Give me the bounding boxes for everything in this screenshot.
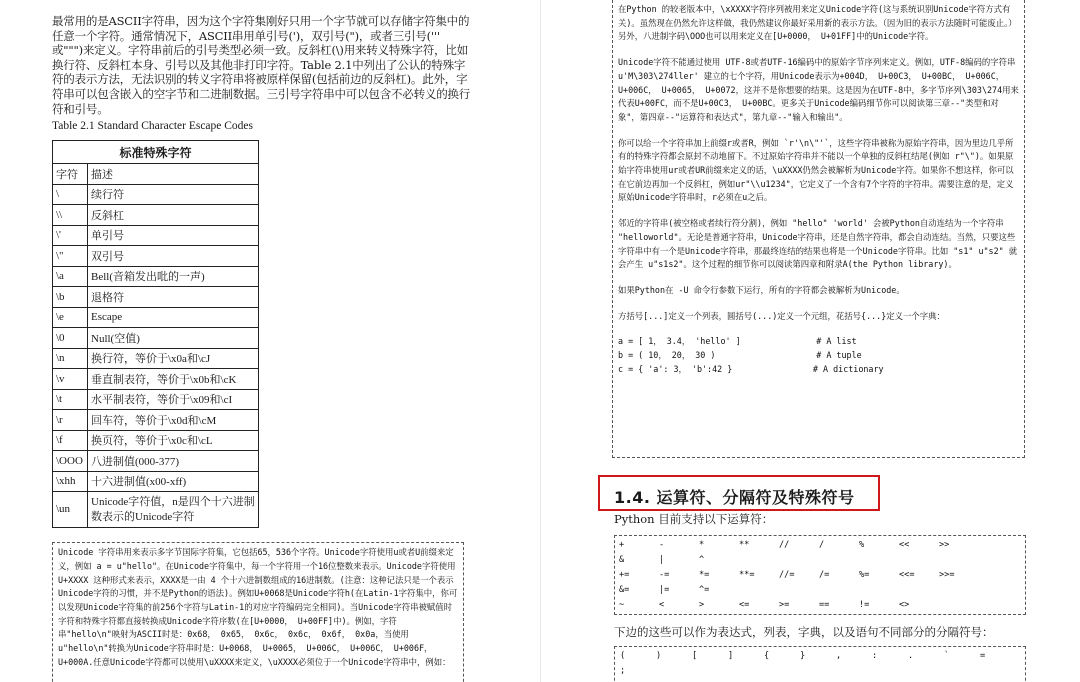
operator: [739, 584, 779, 599]
operator: [939, 554, 979, 569]
operator: ^=: [699, 585, 710, 595]
escape-code: \OOO: [53, 451, 88, 472]
table-row: [53, 451, 259, 472]
operator: |: [659, 555, 665, 565]
operator: &: [619, 555, 625, 565]
continuation-box: [612, 0, 1025, 458]
escape-description: Null(空值): [88, 328, 259, 349]
left-page: [52, 0, 472, 682]
unicode-note-text: Unicode 字符串用来表示多字节国际字符集，它包括65，536个字符。Unicode字符使用u或者U前缀来定义，例如 a = u"hello"。在Unicode字符集中，每一个字符用一个16位整数来表示。Unicode字符使用 U+XXXX 这种形式来表示，XXXX是一由 4 个十六进制数组成的16进制数。(注意：这种记法只是一个表示Unicode字符的习惯，并不是Python的语法)。例如U+0068是Unicode字符h(在Latin-1字符集中，你可以发现Unicode字符集的前256个字符与Latin-1的对应字符编码完全相同)。当Unicode字符串被赋值时字符和特殊字符都直接转换成Unicode字符序数(在[U+0000， U+00FF]中)。例如，字符串"hello\n"映射为ASCII时是：0x68， 0x65， 0x6c， 0x6c， 0x6f， 0x0a，当使用u"hello\n"转换为Unicode字符串时是：U+0068， U+0065， U+006C， U+006C， U+006F， U+000A.任意Unicode字符都可以使用\uXXXX来定义，\uXXXX必须位于一个Unicode字符串中，例如：: [58, 547, 458, 667]
table-row: [53, 184, 259, 205]
operator: [819, 584, 859, 599]
operator: <>: [899, 600, 910, 610]
table-row: [53, 246, 259, 267]
operator: >>: [939, 540, 950, 550]
operator: [819, 554, 859, 569]
escape-code: \n: [53, 348, 88, 369]
operator: [939, 599, 979, 614]
delimiter: ;: [620, 666, 626, 676]
operator: [859, 554, 899, 569]
escape-code: \t: [53, 389, 88, 410]
operator: /=: [819, 570, 830, 580]
delimiter: [872, 665, 908, 680]
escape-description: 换行符，等价于\x0a和\cJ: [88, 348, 259, 369]
operator: [939, 584, 979, 599]
delimiter: [980, 665, 1016, 680]
operator: -=: [659, 570, 670, 580]
operator-row: [619, 569, 1021, 584]
table-row: [53, 348, 259, 369]
escape-code: \": [53, 246, 88, 267]
table-row: [53, 389, 259, 410]
operator: ~: [619, 600, 625, 610]
delimiter: [656, 665, 692, 680]
delimiter: ): [656, 651, 662, 661]
delimiter-row: [620, 650, 1020, 665]
delimiter: .: [908, 651, 914, 661]
operator: |=: [659, 585, 670, 595]
escape-code: \b: [53, 287, 88, 308]
operator: !=: [859, 600, 870, 610]
delimiter-row: [620, 665, 1020, 680]
unicode-note-box: [52, 542, 464, 682]
section-title: 1.4. 运算符、分隔符及特殊符号: [614, 488, 855, 507]
operator: +=: [619, 570, 630, 580]
operator-row: [619, 554, 1021, 569]
box-paragraph: Unicode字符不能通过使用 UTF-8或者UTF-16编码中的原始字节序列来定义。例如，UTF-8编码的字符串 u'M\303\274ller' 建立的七个字符，用Unicode表示为+004D， U+00C3， U+00BC， U+006C， U+006C， U+0065， U+0072，这并不是你想要的结果。这是因为在UTF-8中，多字节序列\303\274用来代表U+00FC，而不是U+00C3， U+00BC。更多关于Unicode编码细节你可以阅读第三章--"类型和对象"，第四章--"运算符和表达式"，第九章--"输入和输出"。: [618, 57, 1019, 122]
escape-description: 回车符，等价于\x0d和\cM: [88, 410, 259, 431]
delimiter: [: [692, 651, 698, 661]
delimiters-intro: 下边的这些可以作为表达式，列表，字典，以及语句不同部分的分隔符号：: [614, 625, 994, 639]
escape-description: 水平制表符，等价于\x09和\cI: [88, 389, 259, 410]
delimiters-box: [614, 646, 1026, 682]
delimiter: (: [620, 651, 626, 661]
escape-description: Bell(音箱发出吡的一声): [88, 266, 259, 287]
table-row: [53, 287, 259, 308]
code-line: a = [ 1， 3.4， 'hello' ] # A list: [618, 336, 857, 347]
operator-row: [619, 584, 1021, 599]
escape-description: 垂直制表符，等价于\x0b和\cK: [88, 369, 259, 390]
operator: <<=: [899, 570, 915, 580]
operator: %: [859, 540, 865, 550]
operators-grid: [614, 535, 1026, 615]
operator: *=: [699, 570, 710, 580]
escape-code: \r: [53, 410, 88, 431]
escape-description: 双引号: [88, 246, 259, 267]
code-line: b = ( 10， 20， 30 ) # A tuple: [618, 350, 862, 361]
table-row: [53, 205, 259, 226]
operators-intro: Python 目前支持以下运算符：: [614, 512, 774, 526]
operator: /: [819, 540, 825, 550]
operator: **=: [739, 570, 755, 580]
delimiter: [800, 665, 836, 680]
intro-paragraph: 最常用的是ASCII字符串，因为这个字符集刚好只用一个字节就可以存储字符集中的任意一个字符。通常情况下，ASCII串用单引号(')，双引号(")，或者三引号(''' 或""")来定义。字符串前后的引号类型必须一致。反斜杠(\)用来转义特殊字符，比如换行符、反斜杠本身、引号以及其他非打印字符。Table 2.1中列出了公认的特殊字符的表示方法，无法识别的转义字符串将被原样保留(包括前边的反斜杠)。此外，字符串可以包含嵌入的空字节和二进制数据。三引号字符串中可以包含不必转义的换行符和引号。: [52, 14, 471, 116]
escape-code: \f: [53, 430, 88, 451]
escape-description: 续行符: [88, 184, 259, 205]
escape-description: Unicode字符值，n是四个十六进制数表示的Unicode字符: [88, 492, 259, 528]
delimiter: [836, 665, 872, 680]
escape-code: \0: [53, 328, 88, 349]
page-divider: [540, 0, 541, 682]
header-desc: 描述: [88, 164, 259, 185]
escape-code: \: [53, 184, 88, 205]
operator: -: [659, 540, 665, 550]
delimiter: `: [944, 651, 950, 661]
operator: [779, 584, 819, 599]
operator: <: [659, 600, 665, 610]
operator: %=: [859, 570, 870, 580]
delimiter: [944, 665, 980, 680]
delimiter: [692, 665, 728, 680]
escape-description: 反斜杠: [88, 205, 259, 226]
operator: ==: [819, 600, 830, 610]
table-row: [53, 266, 259, 287]
table-row: [53, 471, 259, 492]
delimiter: =: [980, 651, 986, 661]
operators-box: [614, 535, 1026, 615]
operator: //=: [779, 570, 795, 580]
escape-code: \\: [53, 205, 88, 226]
operator: [899, 584, 939, 599]
escape-code: \un: [53, 492, 88, 528]
operator: <<: [899, 540, 910, 550]
table-row: [53, 225, 259, 246]
operator: >=: [779, 600, 790, 610]
box-paragraph: 你可以给一个字符串加上前缀r或者R，例如 `r'\n\"'`，这些字符串被称为原始字符串，因为里边几乎所有的特殊字符都会原封不动地留下。不过原始字符串并不能以一个单独的反斜杠结尾(例如 r"\")。如果原始字符串使用ur或者UR前缀来定义的话，\uXXXX仍然会被解析为Unicode字符。如果你不想这样，你可以在它前边再加一个反斜杠，例如ur"\\u1234"，它定义了一个含有7个字符的字符串。需要注意的是，定义原始Unicode字符串时，r必须在u之后。: [618, 137, 1014, 203]
operator: &=: [619, 585, 630, 595]
operator-row: [619, 599, 1021, 614]
operator: **: [739, 540, 750, 550]
box-paragraph: 方括号[...]定义一个列表，圆括号(...)定义一个元组，花括号{...}定义一个字典：: [618, 310, 945, 321]
escape-code: \v: [53, 369, 88, 390]
escape-code: \e: [53, 307, 88, 328]
operator: *: [699, 540, 705, 550]
table-row: [53, 410, 259, 431]
operator-row: [619, 539, 1021, 554]
escape-description: 退格符: [88, 287, 259, 308]
operator: ^: [699, 555, 705, 565]
operator: >>=: [939, 570, 955, 580]
table-title: 标准特殊字符: [53, 141, 259, 164]
escape-code: \xhh: [53, 471, 88, 492]
escape-description: 八进制值(000-377): [88, 451, 259, 472]
escape-description: 换页符，等价于\x0c和\cL: [88, 430, 259, 451]
delimiter: ,: [836, 651, 842, 661]
table-row: [53, 430, 259, 451]
delimiter: }: [800, 651, 806, 661]
escape-description: 单引号: [88, 225, 259, 246]
escape-description: Escape: [88, 307, 259, 328]
operator: >: [699, 600, 705, 610]
table-row: [53, 328, 259, 349]
delimiter: {: [764, 651, 770, 661]
escape-code: \': [53, 225, 88, 246]
operator: <=: [739, 600, 750, 610]
operator: [779, 554, 819, 569]
escape-code: \a: [53, 266, 88, 287]
table-row: [53, 307, 259, 328]
operator: //: [779, 540, 790, 550]
header-char: 字符: [53, 164, 88, 185]
escape-codes-table: [52, 140, 259, 528]
delimiters-grid: [614, 646, 1026, 682]
delimiter: [764, 665, 800, 680]
delimiter: [908, 665, 944, 680]
table-caption: Table 2.1 Standard Character Escape Codes: [52, 120, 254, 133]
table-row: [53, 492, 259, 528]
box-paragraph: 在Python 的较老版本中，\xXXXX字符序列被用来定义Unicode字符(这与系统识别Unicode字符方式有关)。虽然现在仍然允许这样做，我仍然建议你最好采用新的表示方法。（因为旧的表示方法随时可能废止。）另外，八进制字码\OOO也可以用来定义在[U+0000， U+01FF]中的Unicode字符。: [618, 4, 1017, 42]
operator: [739, 554, 779, 569]
delimiter: :: [872, 651, 878, 661]
box-paragraph: 邻近的字符串(被空格或者续行符分割)，例如 "hello" 'world' 会被Python自动连结为一个字符串 "helloworld"。无论是普通字符串，Unicode字符串，还是自然字符串，都会自动连结。当然，只要这些字符串中有一个是Unicode字符串，那最终连结的结果也将是一个Unicode字符串。比如 "s1" u"s2" 就会产生 u"s1s2"。这个过程的细节你可以阅读第四章和附录A(the Python library)。: [618, 218, 1018, 270]
delimiter: [728, 665, 764, 680]
operator: +: [619, 540, 625, 550]
delimiter: ]: [728, 651, 734, 661]
table-row: [53, 369, 259, 390]
operator: [859, 584, 899, 599]
escape-description: 十六进制值(x00-xff): [88, 471, 259, 492]
box-paragraph: 如果Python在 -U 命令行参数下运行，所有的字符都会被解析为Unicode。: [618, 284, 905, 295]
operator: [899, 554, 939, 569]
code-line: c = { 'a': 3， 'b':42 } # A dictionary: [618, 363, 884, 374]
